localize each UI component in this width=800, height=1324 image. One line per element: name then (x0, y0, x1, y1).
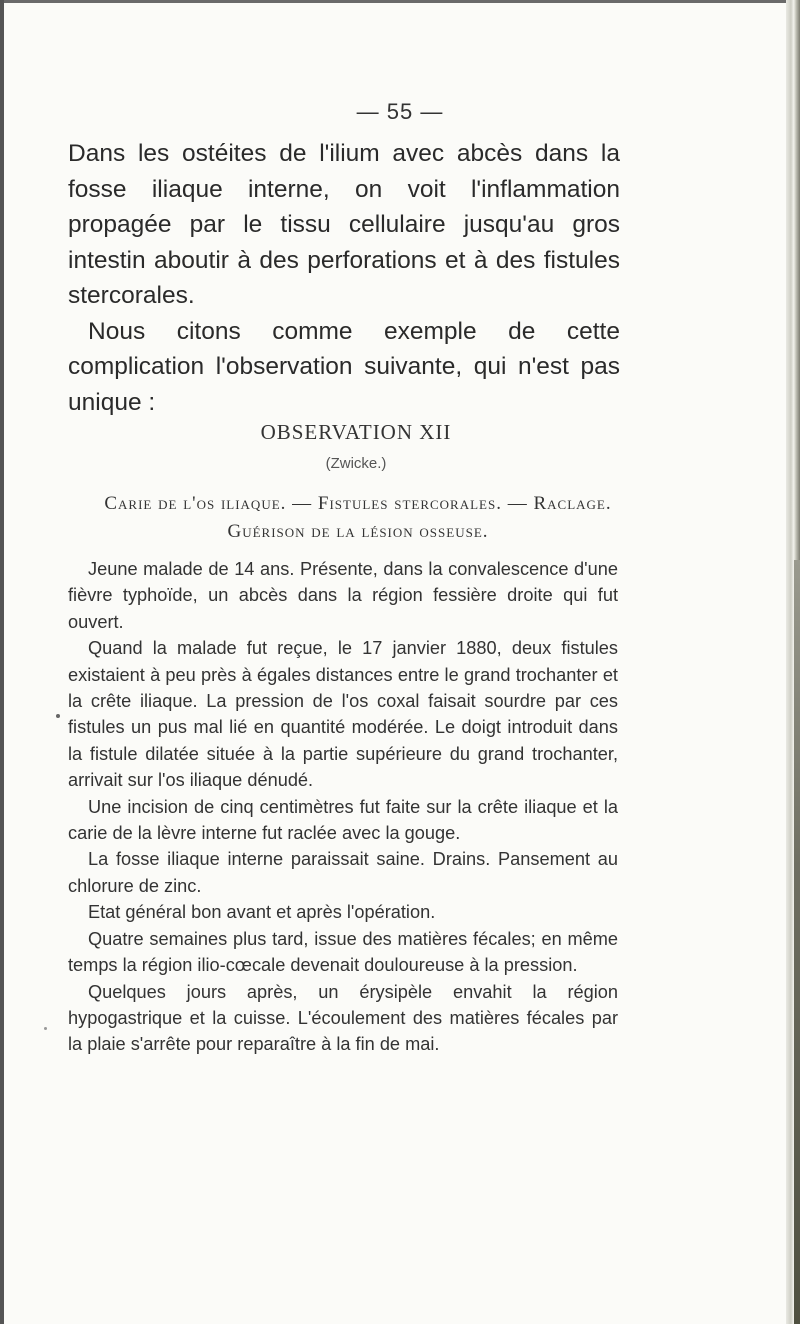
margin-ink-dot (56, 714, 60, 718)
body-paragraph: Quand la malade fut reçue, le 17 janvier 1880, deux fistules existaient à peu près à égales distances entre le grand trochanter et la crête iliaque. La pression de l'os coxal faisait sourdre par ces fistules un pus mal lié en quantité modérée. Le doigt introduit dans la fistule dilatée située à la partie supérieure du grand trochanter, arrivait sur l'os iliaque dénudé. (68, 638, 618, 791)
observation-body (68, 556, 618, 1058)
observation-author: (Zwicke.) (325, 455, 387, 472)
body-paragraph: Quatre semaines plus tard, issue des matières fécales; en même temps la région ilio-cœcale devenait douloureuse à la pression. (68, 928, 618, 976)
observation-title: OBSERVATION XII (260, 420, 452, 444)
body-paragraph: La fosse iliaque interne paraissait saine. Drains. Pansement au chlorure de zinc. (68, 849, 618, 896)
observation-subtitle-line-1: Carie de l'os iliaque. — Fistules stercorales. — Raclage. (104, 493, 612, 514)
intro-paragraph-1: Dans les ostéites de l'ilium avec abcès dans la fosse iliaque interne, on voit l'inflammation propagée par le tissu cellulaire jusqu'au gros intestin aboutir à des perforations et à des fistules stercorales. (68, 140, 620, 309)
page-number: — 55 — (356, 99, 444, 124)
page-left-edge (0, 0, 4, 1324)
page-right-edge-shadow (794, 560, 800, 1324)
observation-subtitle (68, 490, 648, 546)
body-paragraph: Etat général bon avant et après l'opération. (88, 902, 436, 923)
intro-text (68, 136, 620, 420)
page-top-edge (0, 0, 800, 3)
intro-paragraph-2: Nous citons comme exemple de cette complication l'observation suivante, qui n'est pas unique : (68, 317, 620, 416)
body-paragraph: Une incision de cinq centimètres fut faite sur la crête iliaque et la carie de la lèvre interne fut raclée avec la gouge. (68, 796, 618, 844)
body-paragraph: Quelques jours après, un érysipèle envahit la région hypogastrique et la cuisse. L'écoulement des matières fécales par la plaie s'arrête pour reparaître à la fin de mai. (68, 981, 618, 1055)
margin-ink-speck (44, 1027, 47, 1030)
observation-subtitle-line-2: Guérison de la lésion osseuse. (227, 521, 489, 542)
body-paragraph: Jeune malade de 14 ans. Présente, dans la convalescence d'une fièvre typhoïde, un abcès dans la région fessière droite qui fut ouvert. (68, 559, 618, 632)
